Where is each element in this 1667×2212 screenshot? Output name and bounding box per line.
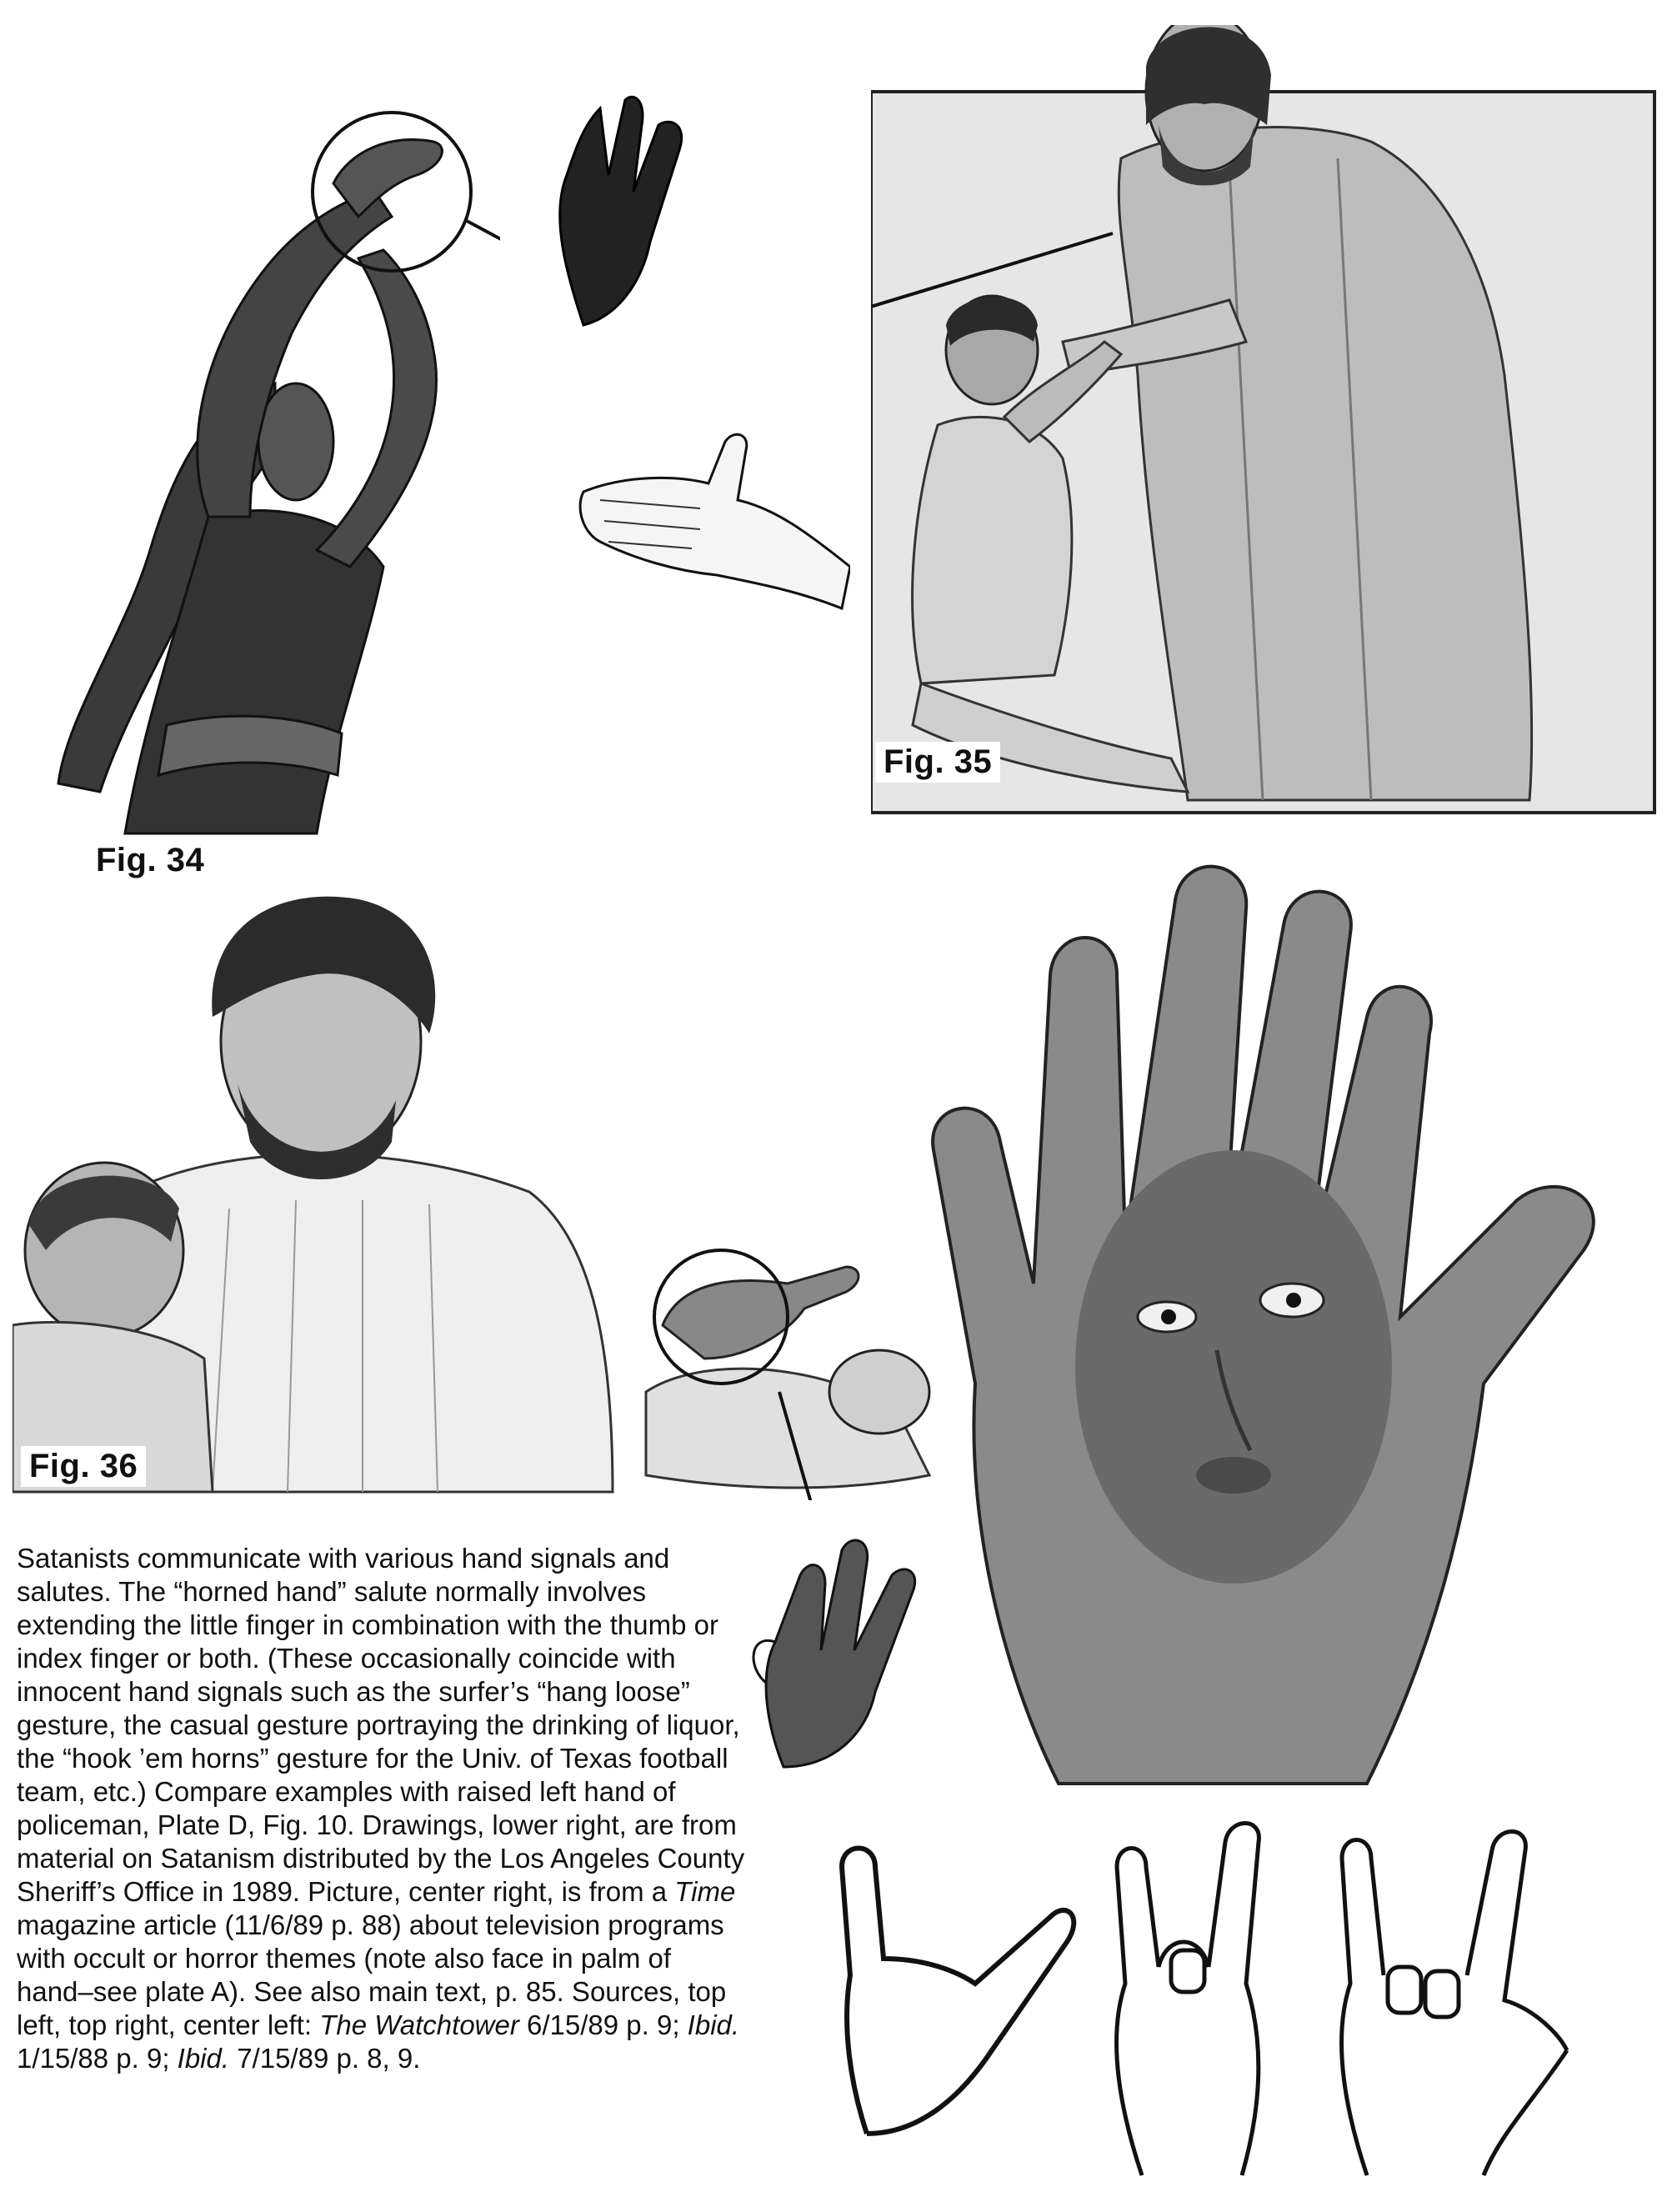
caption-ibid-2: Ibid.	[177, 2043, 230, 2074]
caption-part-3: 6/15/89 p. 9;	[518, 2009, 688, 2040]
figure-36-label: Fig. 36	[21, 1446, 146, 1487]
caption-part-4: 1/15/88 p. 9;	[17, 2043, 178, 2074]
figure-36-illustration	[13, 892, 946, 1500]
figure-caption	[17, 1542, 750, 2075]
drawing-horned-hand-2	[1317, 1817, 1584, 2184]
horned-hand-detail-top	[533, 75, 700, 350]
drawing-hang-loose-hand	[834, 1834, 1084, 2150]
drawing-horned-hand-1	[1100, 1817, 1300, 2184]
caption-ibid-1: Ibid.	[687, 2009, 740, 2040]
caption-watchtower-italic: The Watchtower	[319, 2009, 519, 2040]
figure-34-illustration	[0, 50, 500, 842]
caption-part-1: Satanists communicate with various hand signals and salutes. The “horned hand” salute normally involves extending the little finger in combination with the thumb or index finger or both. (These occasionally coincide with innocent hand signals such as the surfer’s “hang loose” gesture, the casual gesture portraying the drinking of liquor, the “hook ’em horns” gesture for the Univ. of Texas football team, etc.) Compare examples with raised left hand of policeman, Plate D, Fig. 10. Drawings, lower right, are from material on Satanism distributed by the Los Angeles County Sheriff’s Office in 1989. Picture, center right, is from a	[17, 1543, 745, 1907]
caption-part-5: 7/15/89 p. 8, 9.	[229, 2043, 421, 2074]
caption-time-italic: Time	[674, 1876, 736, 1907]
figure-35-illustration	[871, 25, 1659, 817]
caption-part-2: magazine article (11/6/89 p. 88) about television programs with occult or horror themes (note also face in palm of hand–see plate A). See also main text, p. 85. Sources, top left, top right, center left:	[17, 1909, 727, 2040]
hand-with-face-photo	[900, 850, 1650, 1800]
figure-35-label: Fig. 35	[875, 742, 1000, 783]
figure-34-label: Fig. 34	[96, 842, 205, 878]
outstretched-hand-detail	[575, 417, 850, 625]
